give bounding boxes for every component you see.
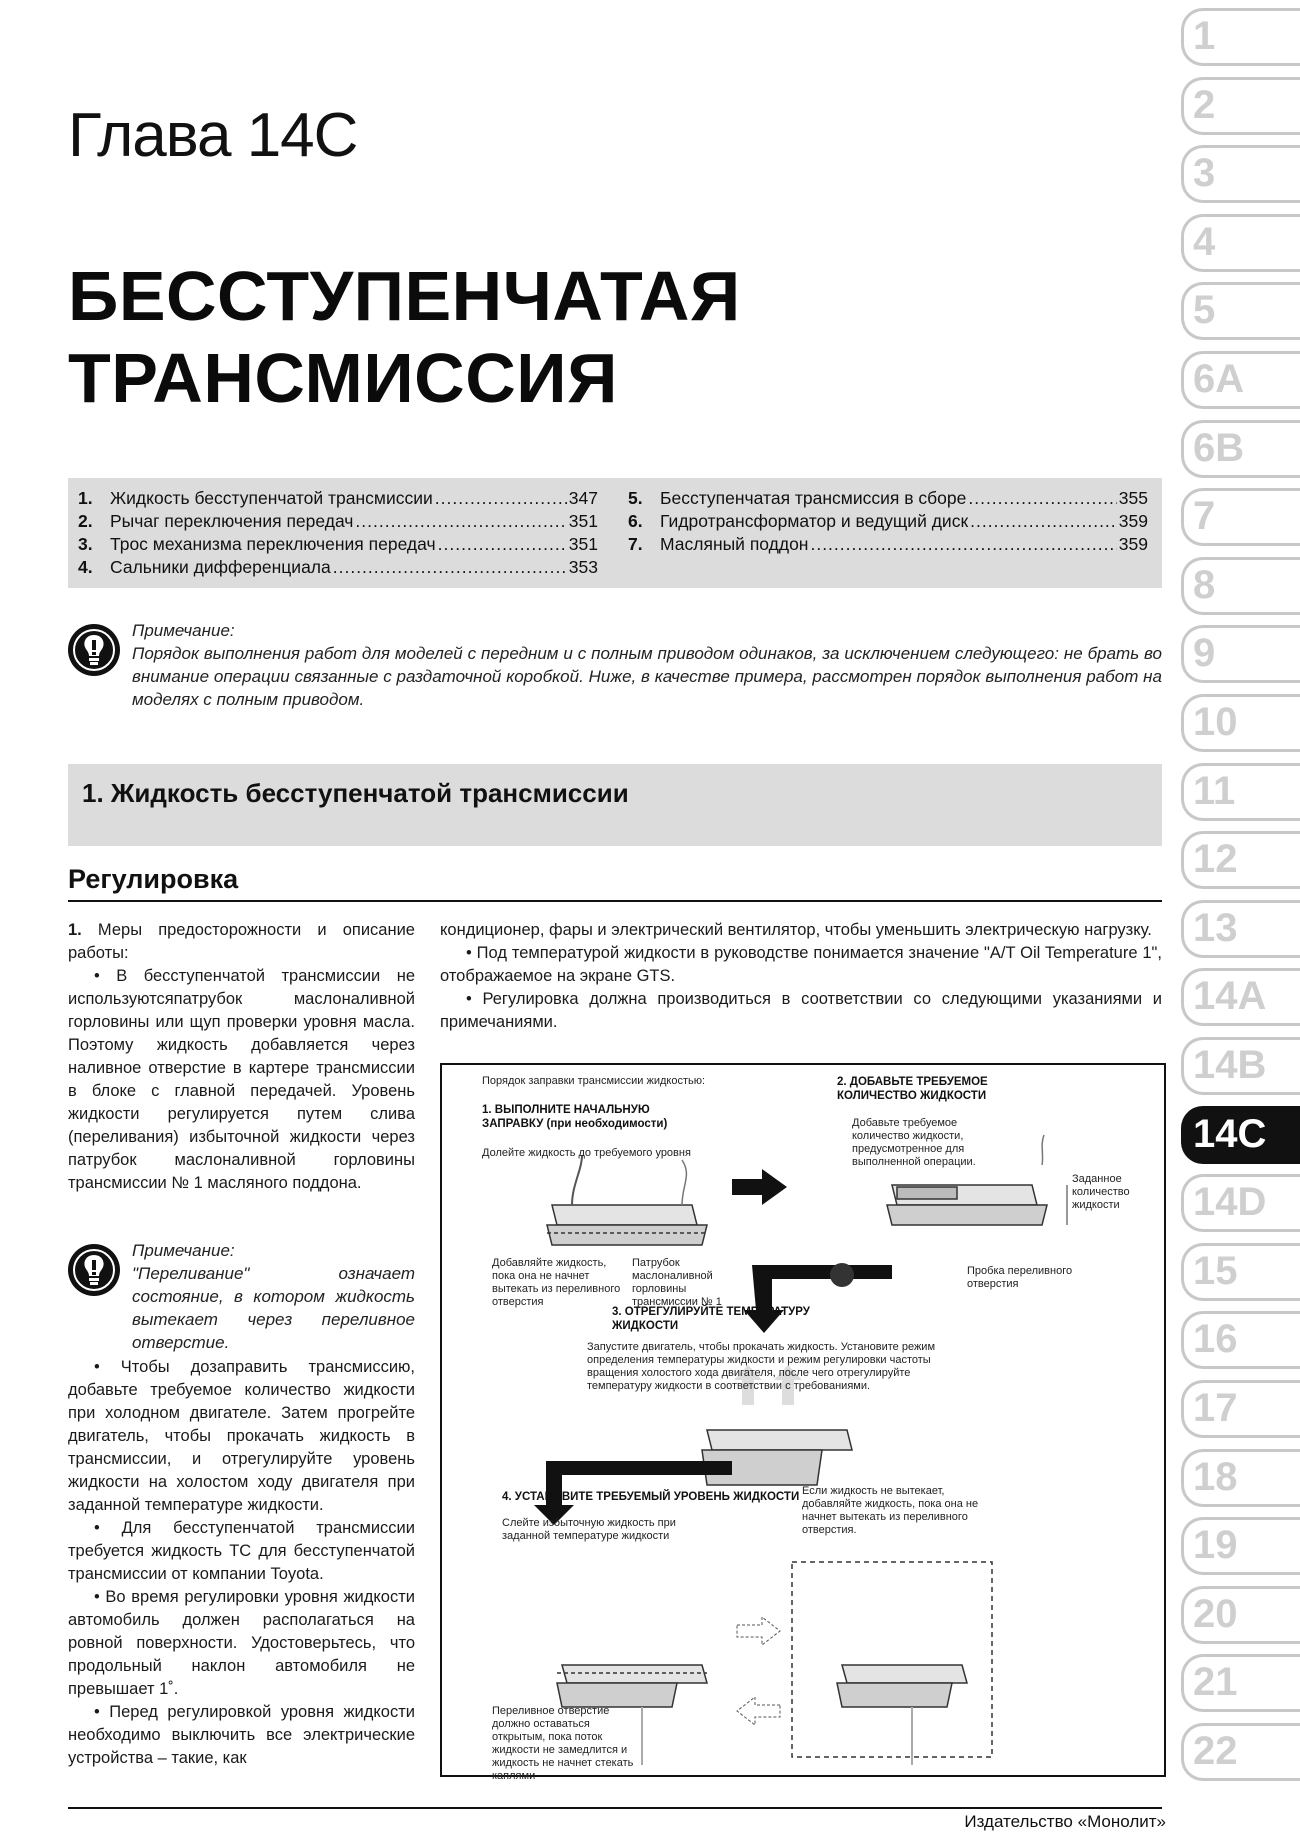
toc-num: 4. (78, 557, 93, 577)
toc-page: 351 (568, 534, 598, 554)
note-text: "Переливание" означает состояние, в котором жидкость вытекает через переливное отверстие. (132, 1264, 415, 1352)
chapter-tab-label: 14A (1193, 974, 1267, 1019)
left-column-text-cont (68, 1356, 415, 1770)
note-block (132, 619, 1162, 711)
figure-drawing (442, 1065, 1164, 1775)
chapter-tab-label: 1 (1193, 14, 1216, 58)
figure-label: Запустите двигатель, чтобы прокачать жидкость. Установите режим определения температуры жидкости и режим регулировки частоты вращения холостого хода двигателя, после чего отрегулируйте температуру жидкости в соответствии с требованиями. (587, 1341, 936, 1392)
right-column-text (440, 919, 1162, 1034)
toc-num: 3. (78, 534, 93, 554)
warning-bulb-icon (68, 624, 120, 676)
figure-label: Пробка переливного отверстия (967, 1265, 1073, 1290)
warning-bulb-icon (68, 1244, 120, 1296)
chapter-tab[interactable] (1181, 900, 1300, 962)
transmission-pan-step2 (887, 1185, 1047, 1225)
publisher-name: Издательство «Монолит» (964, 1812, 1166, 1831)
chapter-tab[interactable] (1181, 351, 1300, 413)
figure-label: Переливное отверстие должно оставаться открытым, пока поток жидкости не замедлится и жидкость не начнет стекать каплями (492, 1705, 634, 1782)
figure-label: Патрубок маслоналивной горловины трансмиссии № 1 (632, 1257, 722, 1308)
toc-name: Жидкость бесступенчатой трансмиссии (110, 488, 433, 508)
chapter-tab-label: 20 (1193, 1591, 1238, 1636)
chapter-label: Глава 14С (68, 101, 358, 170)
chapter-title-line1: БЕССТУПЕНЧАТАЯ (68, 257, 741, 335)
chapter-tab-label: 21 (1193, 1660, 1238, 1705)
paragraph: • В бесступенчатой трансмиссии не используютсяпатрубок маслоналивной горловины или щуп проверки уровня масла. Поэтому жидкость добавляется через наливное отверстие в картере трансмиссии в блоке с главной передачей. Уровень жидкости регулируется путем слива (переливания) избыточной жидкости через патрубок маслоналивной горловины трансмиссии № 1 масляного поддона. (68, 967, 415, 1192)
figure-label: Порядок заправки трансмиссии жидкостью: (482, 1075, 706, 1087)
chapter-tab[interactable] (1181, 420, 1300, 482)
toc-leader (968, 487, 1116, 510)
figure-label: Заданное количество жидкости (1072, 1173, 1130, 1211)
chapter-tab[interactable] (1181, 968, 1300, 1030)
paragraph: • Регулировка должна производиться в соответствии со следующими указаниями и примечаниями. (440, 990, 1162, 1031)
toc-name: Бесступенчатая трансмиссия в сборе (660, 488, 967, 508)
chapter-title (68, 255, 741, 419)
table-of-contents (68, 478, 1162, 588)
chapter-tab[interactable] (1181, 8, 1300, 70)
transmission-pan-step4-alt (837, 1665, 967, 1707)
arrow-right-icon (737, 1617, 780, 1645)
paragraph: • Для бесступенчатой трансмиссии требуется жидкость ТС для бесступенчатой трансмиссии от компании Toyota. (68, 1519, 415, 1583)
toc-name: Сальники дифференциала (110, 557, 331, 577)
chapter-tab[interactable] (1181, 282, 1300, 344)
paragraph: • Перед регулировкой уровня жидкости необходимо выключить все электрические устройства – такие, как (68, 1703, 415, 1767)
arrow-left-icon (737, 1697, 780, 1725)
figure-step-heading: 1. ВЫПОЛНИТЕ НАЧАЛЬНУЮ ЗАПРАВКУ (при необходимости) (482, 1104, 668, 1130)
chapter-tab-label: 12 (1193, 837, 1238, 882)
thermometer-icon (830, 1263, 854, 1287)
chapter-tab-label: 17 (1193, 1386, 1238, 1430)
toc-name: Рычаг переключения передач (110, 511, 354, 531)
toc-leader (435, 487, 567, 510)
chapter-tab[interactable] (1181, 1586, 1300, 1648)
toc-name: Масляный поддон (660, 534, 809, 554)
chapter-tab[interactable] (1181, 1106, 1300, 1168)
toc-num: 1. (78, 488, 93, 508)
chapter-tab-label: 2 (1193, 82, 1216, 127)
chapter-tab[interactable] (1181, 694, 1300, 756)
toc-item[interactable] (628, 533, 1148, 556)
chapter-tab-label: 3 (1193, 151, 1216, 196)
chapter-tab-label: 5 (1193, 288, 1216, 333)
chapter-tab[interactable] (1181, 1311, 1300, 1373)
toc-page: 347 (568, 488, 598, 508)
toc-page: 359 (1118, 534, 1148, 554)
note-block (132, 1239, 415, 1354)
section-title: 1. Жидкость бесступенчатой трансмиссии (82, 778, 629, 808)
figure-step-heading: 4. УСТАНОВИТЕ ТРЕБУЕМЫЙ УРОВЕНЬ ЖИДКОСТИ (502, 1491, 800, 1503)
chapter-tab-label: 4 (1193, 219, 1216, 264)
chapter-tab-label: 6A (1193, 357, 1245, 401)
chapter-tab[interactable] (1181, 214, 1300, 276)
chapter-tab-label: 8 (1193, 562, 1216, 607)
chapter-tab[interactable] (1181, 1517, 1300, 1579)
left-column-text (68, 919, 415, 1195)
toc-name: Гидротрансформатор и ведущий диск (660, 511, 969, 531)
chapter-tab-label: 14D (1193, 1180, 1267, 1225)
arrow-right-icon (732, 1169, 787, 1205)
figure-label: Долейте жидкость до требуемого уровня (482, 1147, 691, 1159)
figure-label: Если жидкость не вытекает, добавляйте жидкость, пока она не начнет вытекать из переливного отверстия. (802, 1485, 979, 1536)
transmission-pan-step1 (547, 1205, 707, 1245)
chapter-tab-label: 6B (1193, 425, 1245, 470)
chapter-tab-label: 22 (1193, 1729, 1238, 1773)
chapter-tab[interactable] (1181, 625, 1300, 687)
section-header (68, 764, 1162, 846)
toc-num: 5. (628, 488, 643, 508)
toc-item[interactable] (78, 533, 598, 556)
chapter-tab[interactable] (1181, 1037, 1300, 1099)
chapter-tab-label: 19 (1193, 1523, 1238, 1568)
transmission-pan-step3 (702, 1430, 852, 1485)
chapter-tab[interactable] (1181, 763, 1300, 825)
toc-page: 355 (1118, 488, 1148, 508)
paragraph: • Во время регулировки уровня жидкости автомобиль должен располагаться на ровной поверхности. Удостоверьтесь, что продольный наклон автомобиля не превышает 1˚. (68, 1588, 415, 1698)
transmission-pan-step4 (557, 1665, 707, 1707)
figure-label: Слейте избыточную жидкость при заданной температуре жидкости (502, 1517, 676, 1542)
toc-leader (333, 556, 567, 579)
chapter-tab[interactable] (1181, 831, 1300, 893)
toc-item[interactable] (78, 487, 598, 510)
figure-label: Добавляйте жидкость, пока она не начнет вытекать из переливного отверстия (492, 1257, 621, 1308)
chapter-tab-label: 10 (1193, 700, 1238, 744)
note-heading: Примечание: (132, 621, 235, 640)
chapter-tab[interactable] (1181, 1380, 1300, 1442)
toc-item[interactable] (628, 487, 1148, 510)
filler-tube-1 (572, 1155, 582, 1205)
figure-step-heading: 2. ДОБАВЬТЕ ТРЕБУЕМОЕ КОЛИЧЕСТВО ЖИДКОСТИ (837, 1076, 988, 1102)
chapter-tab-label: 13 (1193, 905, 1238, 950)
chapter-title-line2: ТРАНСМИССИЯ (68, 339, 618, 417)
note-text: Порядок выполнения работ для моделей с передним и с полным приводом одинаков, за исключением следующего: не брать во внимание операции связанные с раздаточной коробкой. Ниже, в качестве примера, рассмотрен порядок выполнения работ на моделях с полным приводом. (132, 644, 1162, 709)
chapter-tab-label: 16 (1193, 1317, 1238, 1362)
toc-page: 351 (568, 511, 598, 531)
chapter-tab[interactable] (1181, 1449, 1300, 1511)
step-number: 1. (68, 921, 82, 939)
chapter-tab[interactable] (1181, 1723, 1300, 1785)
chapter-tab[interactable] (1181, 145, 1300, 207)
chapter-tab[interactable] (1181, 1174, 1300, 1236)
toc-num: 6. (628, 511, 643, 531)
figure-step-heading: 3. ОТРЕГУЛИРУЙТЕ ТЕМПЕРАТУРУ ЖИДКОСТИ (612, 1306, 810, 1332)
chapter-tab[interactable] (1181, 488, 1300, 550)
toc-num: 7. (628, 534, 643, 554)
paragraph: • Чтобы дозаправить трансмиссию, добавьте требуемое количество жидкости при холодном двигателе. Затем прогрейте двигатель, чтобы прокачать жидкость в трансмиссии, и отрегулируйте уровень жидкости на холостом ходу двигателя при заданной температуре жидкости. (68, 1358, 415, 1514)
toc-item[interactable] (628, 510, 1148, 533)
chapter-tab-label: 14B (1193, 1043, 1267, 1087)
figure-label: Добавьте требуемое количество жидкости, предусмотренное для выполненной операции. (852, 1117, 976, 1168)
toc-item[interactable] (78, 510, 598, 533)
alternative-case-box (792, 1562, 992, 1757)
toc-leader (355, 510, 566, 533)
chapter-tab-label: 18 (1193, 1454, 1238, 1499)
fluid-fill-procedure-figure (440, 1063, 1166, 1782)
toc-leader (810, 533, 1116, 556)
paragraph: Меры предосторожности и описание работы: (68, 921, 415, 962)
subsection-divider (68, 900, 1162, 902)
toc-leader (438, 533, 567, 556)
subsection-title: Регулировка (68, 864, 239, 894)
paragraph: кондиционер, фары и электрический вентилятор, чтобы уменьшить электрическую нагрузку. (440, 921, 1152, 939)
toc-num: 2. (78, 511, 93, 531)
paragraph: • Под температурой жидкости в руководстве понимается значение "A/T Oil Temperature 1", отображаемое на экране GTS. (440, 944, 1162, 985)
chapter-tab[interactable] (1181, 1654, 1300, 1716)
chapter-tab-label: 14C (1193, 1111, 1267, 1156)
toc-page: 359 (1118, 511, 1148, 531)
note-heading: Примечание: (132, 1241, 235, 1260)
toc-name: Трос механизма переключения передач (110, 534, 436, 554)
toc-item[interactable] (78, 556, 598, 579)
toc-page: 353 (568, 557, 598, 577)
chapter-tab-label: 9 (1193, 631, 1216, 676)
toc-leader (970, 510, 1117, 533)
chapter-tab[interactable] (1181, 1243, 1300, 1305)
footer-divider (68, 1807, 1162, 1809)
chapter-tab-label: 7 (1193, 494, 1216, 539)
chapter-tab-label: 11 (1193, 768, 1236, 813)
chapter-tab[interactable] (1181, 77, 1300, 139)
chapter-tab[interactable] (1181, 557, 1300, 619)
chapter-tab-label: 15 (1193, 1248, 1238, 1293)
